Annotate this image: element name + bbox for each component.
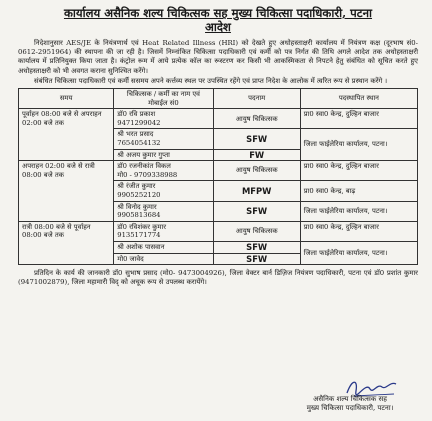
staff-cell [114,241,213,253]
staff-place: प्रा0 स्वा0 केन्द्र, बाढ़ [300,181,417,201]
staff-cell [114,181,213,201]
staff-post: SFW [213,241,300,253]
shift-time: पूर्वाहन 08:00 बजे से अपराहन 02:00 बजे तक [19,109,114,161]
table-row [19,221,418,241]
table-row [19,161,418,181]
staff-cell [114,161,213,181]
signatory-line-2: मुख्य चिकित्सा पदाधिकारी, पटना। [306,404,394,412]
staff-name: श्री अशोक पासवान [117,242,165,251]
staff-name: डॉ0 रविशंकर कुमार [117,222,167,231]
header-post: पदनाम [213,89,300,109]
staff-post: आयुष चिकित्सक [213,161,300,181]
staff-name: डॉ0 रवि प्रकाश [117,110,156,119]
signatory-line-1: असैनिक शल्य चिकित्सक सह [313,395,387,403]
staff-mobile: 9471299042 [117,118,161,127]
staff-name: श्री अजय कुमार गुप्ता [117,150,170,159]
staff-mobile: 9905252120 [117,190,161,199]
staff-name: मो0 जावेद [117,254,144,263]
shift-time: रात्री 08:00 बजे से पूर्वाहन 08:00 बजे तक [19,221,114,264]
staff-name: डॉ0 रजनीकांत विकल [117,162,171,171]
staff-post: SFW [213,201,300,221]
staff-cell [114,253,213,265]
header-name: चिकित्सक / कर्मी का नाम एवं मोबाईल सं0 [114,89,213,109]
staff-cell [114,109,213,129]
order-heading: आदेश [205,20,231,34]
staff-place: जिला फाईलेरिया कार्यालय, पटना। [300,201,417,221]
staff-post: आयुष चिकित्सक [213,109,300,129]
staff-cell [114,149,213,161]
staff-post: SFW [213,253,300,265]
office-title: कार्यालय असैनिक शल्य चिकित्सक सह मुख्य चिकित्सा पदाधिकारी, पटना [63,6,373,20]
staff-place: जिला फाईलेरिया कार्यालय, पटना। [300,129,417,161]
staff-name: श्री रंजीत कुमार [117,182,156,191]
paragraph-intro: निदेशानुसार AES/JE के नियंत्रणार्थ एवं Heat Related Illness (HRI) को देखते हुए अधोहस्ताक्षरी कार्यालय में नियंत्रण कक्ष (दूरभाष सं0- 0612-2951964) की स्थापना की जा रही है। जिसमें निम्नांकित चिकित्सा पदाधिकारी एवं कर्मी को पत्र निर्गत की तिथि अगले आदेश तक अधोहस्ताक्षरी कार्यालय में प्रतिनियुक्त किया जाता है। कंट्रोल रूम में आये प्रत्येक कॉल का रूस्टरण कर किसी भी आकस्मिकता से निपटने हेतु संबंधित को सूचित करते हुए अधोहस्ताक्षरी को भी अवगत कराना सुनिश्चित करेंगे। [18,39,418,75]
header-place: पदस्थापित स्थान [300,89,417,109]
paragraph-reporting: प्रतिदिन के कार्य की जानकारी डॉ0 सुभाष प्रसाद (मो0- 9473004926), जिला वेक्टर बार्न डिज़िज नियंत्रण पदाधिकारी, पटना एवं डॉ0 प्रशांत कुमार (9471002879), जिला महामारी विद् को अचूक रूप से उपलब्ध करायेंगे। [18,269,418,287]
staff-cell [114,201,213,221]
staff-mobile: 7654054132 [117,138,161,147]
staff-name: श्री विनोद कुमार [117,202,157,211]
staff-mobile: मो0 - 9709338988 [117,170,178,179]
staff-name: श्री भरत प्रसाद [117,130,154,139]
staff-cell [114,221,213,241]
paragraph-instructions: संबंधित चिकित्सा पदाधिकारी एवं कर्मी ससमय अपने कर्त्तव्य स्थल पर उपस्थित रहेंगे एवं प्राप्त निदेश के आलोक में त्वरित रूप से प्रस्थान करेंगे । [34,76,388,85]
staff-post: FW [213,149,300,161]
staff-mobile: 9905813684 [117,211,161,220]
staff-place: प्रा0 स्वा0 केन्द्र, दुल्हिन बाजार [300,221,417,241]
staff-cell [114,129,213,149]
duty-roster-table [18,88,418,265]
staff-place: जिला फाईलेरिया कार्यालय, पटना। [300,241,417,264]
staff-post: MFPW [213,181,300,201]
staff-post: SFW [213,129,300,149]
staff-mobile: 9135171774 [117,231,161,240]
staff-post: आयुष चिकित्सक [213,221,300,241]
shift-time: अपराहन 02:00 बजे से रात्री 08:00 बजे तक [19,161,114,222]
table-header-row [19,89,418,109]
table-row [19,109,418,129]
staff-place: प्रा0 स्वा0 केन्द्र, दुल्हिन बाजार [300,161,417,181]
signatory-block [290,395,410,413]
header-time: समय [19,89,114,109]
document-title [18,6,418,34]
staff-place: प्रा0 स्वा0 केन्द्र, दुल्हिन बाजार [300,109,417,129]
